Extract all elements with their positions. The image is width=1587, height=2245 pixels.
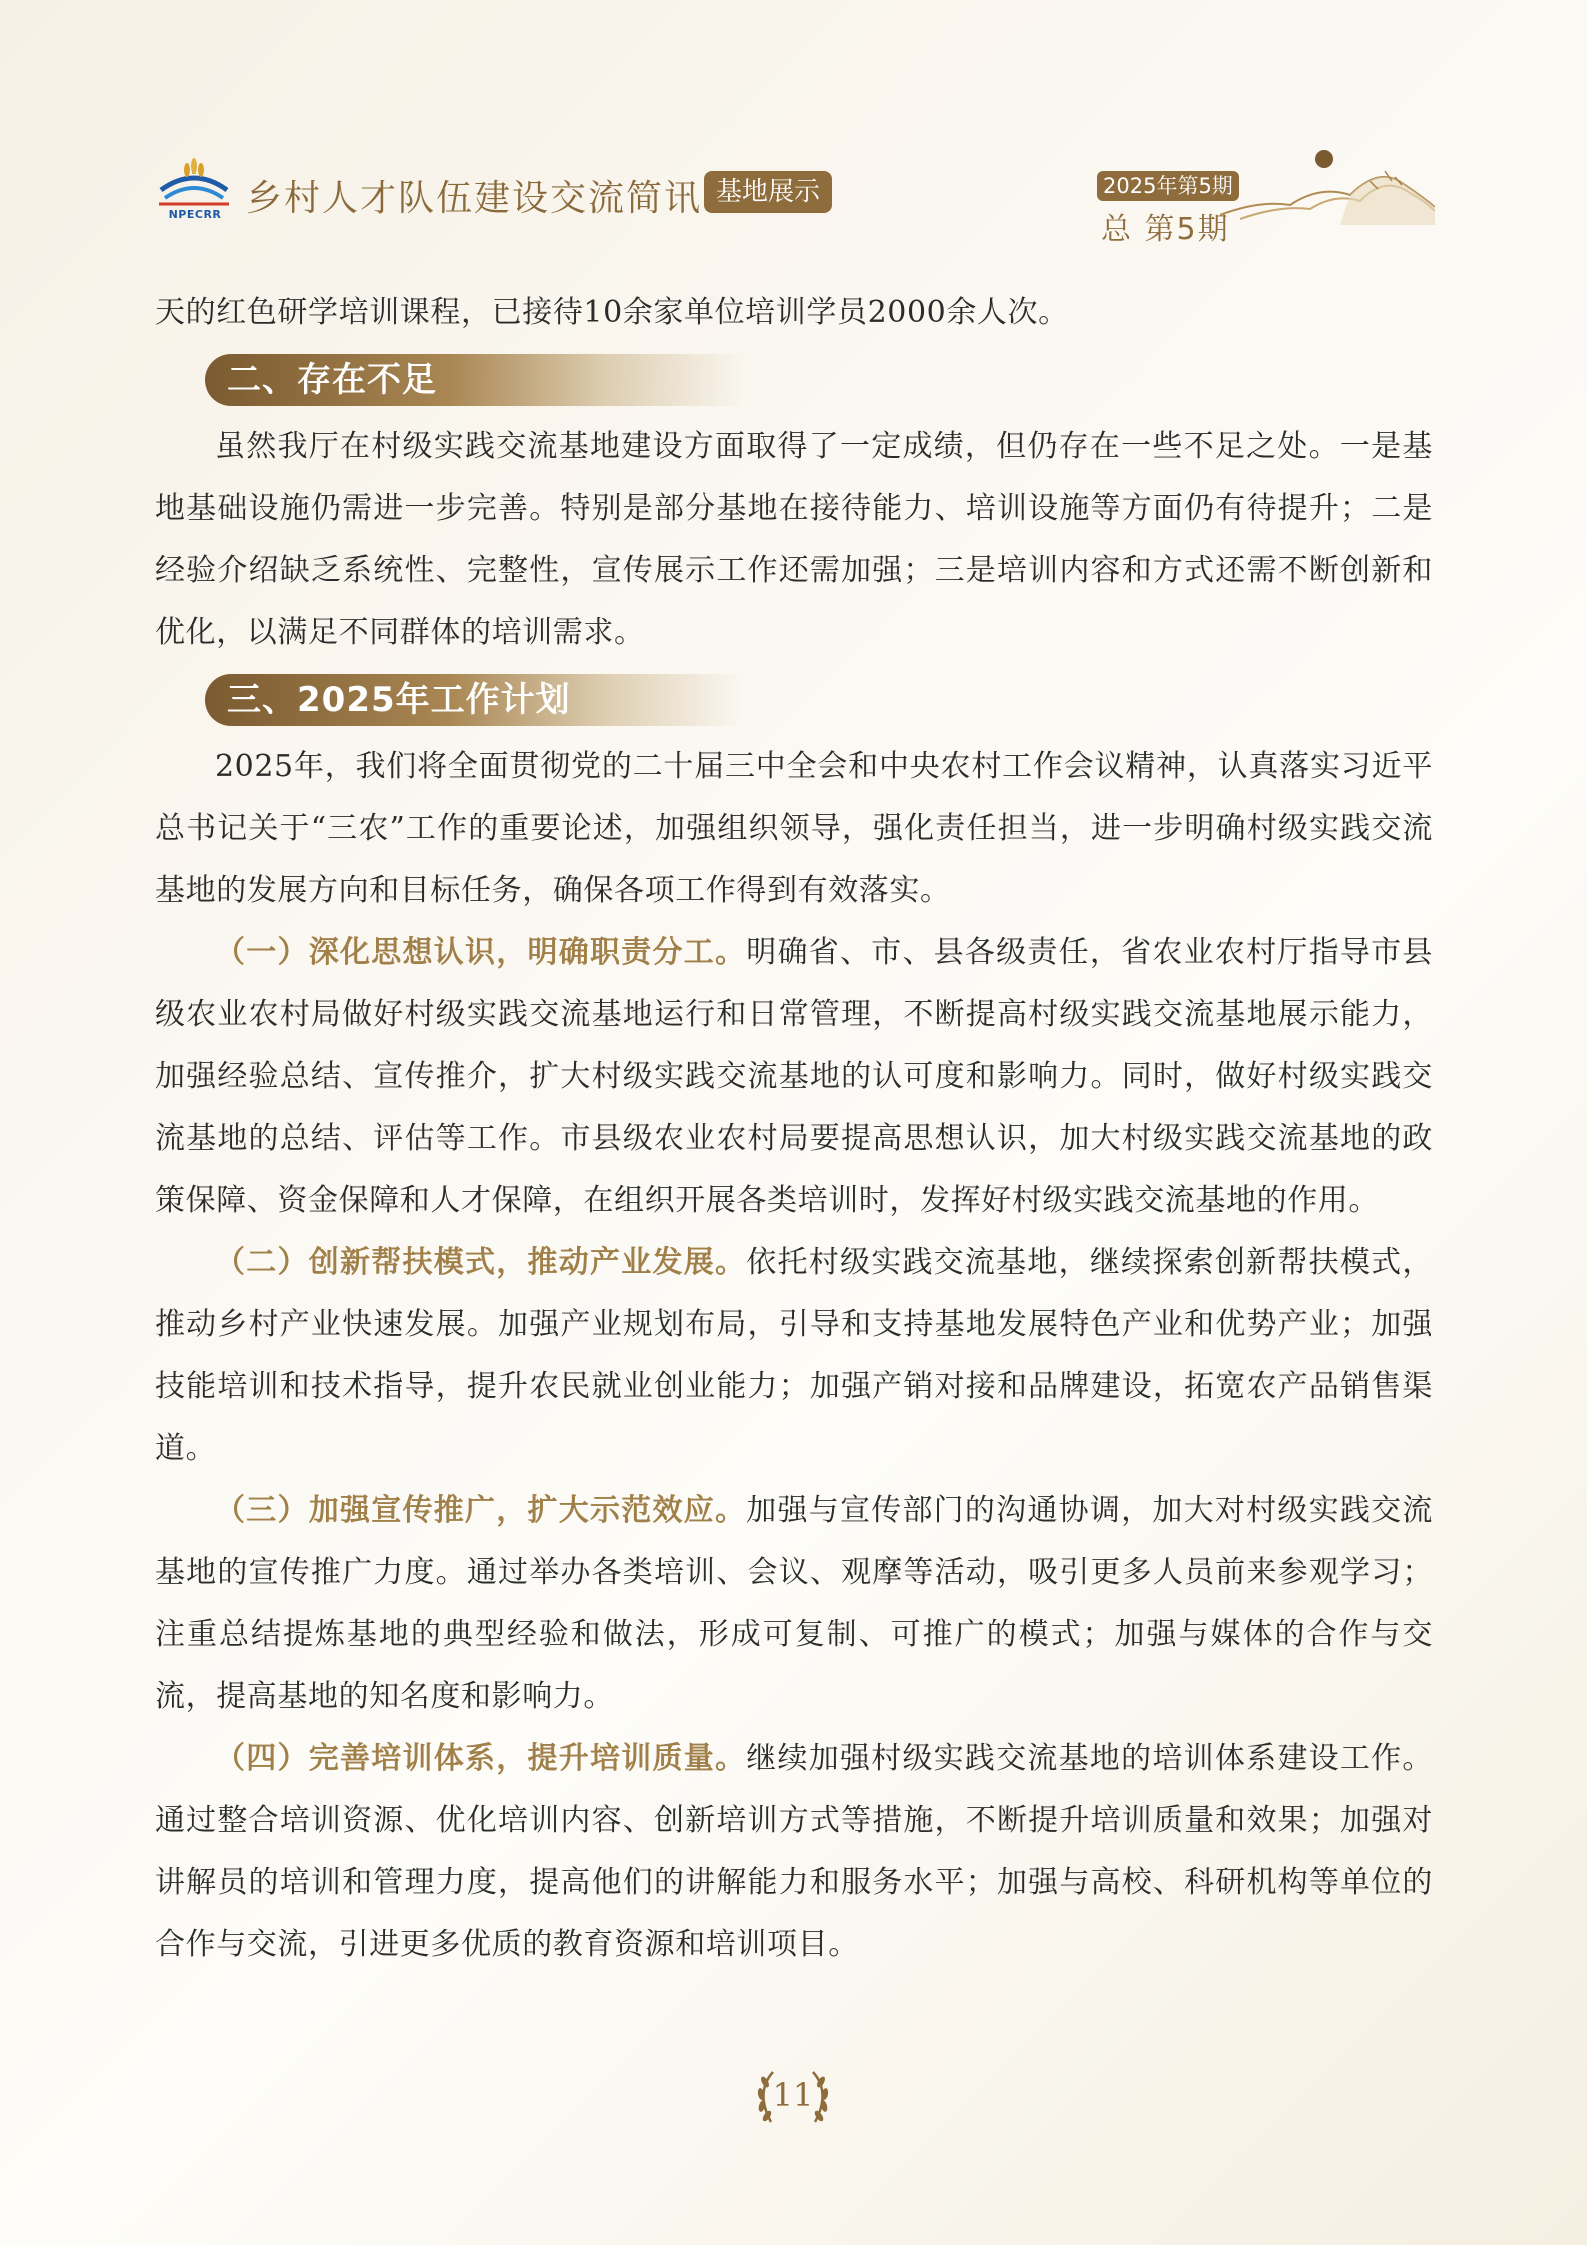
page-header (0, 0, 1587, 260)
plan-item-1 (155, 922, 1433, 1232)
plan-item-3-title: （三）加强宣传推广，扩大示范效应。 (215, 1493, 747, 1528)
plan-item-2-title: （二）创新帮扶模式，推动产业发展。 (215, 1245, 747, 1280)
section-heading-shortcomings (205, 354, 745, 406)
page-number: 11 (772, 2076, 814, 2114)
plan-item-3-text: 加强与宣传部门的沟通协调，加大对村级实践交流基地的宣传推广力度。通过举办各类培训、会议、观摩等活动，吸引更多人员前来参观学习；注重总结提炼基地的典型经验和做法，形成可复制、可推广的模式；加强与媒体的合作与交流，提高基地的知名度和影响力。 (155, 1493, 1433, 1714)
section-tag: 基地展示 (704, 171, 832, 213)
plan-item-1-text: 明确省、市、县各级责任，省农业农村厅指导市县级农业农村局做好村级实践交流基地运行和日常管理，不断提高村级实践交流基地展示能力，加强经验总结、宣传推介，扩大村级实践交流基地的认可度和影响力。同时，做好村级实践交流基地的总结、评估等工作。市县级农业农村局要提高思想认识，加大村级实践交流基地的政策保障、资金保障和人才保障，在组织开展各类培训时，发挥好村级实践交流基地的作用。 (155, 935, 1433, 1218)
plan-item-1-title: （一）深化思想认识，明确职责分工。 (215, 935, 747, 970)
plan-item-3 (155, 1480, 1433, 1728)
issue-number: 2025年第5期 (1097, 171, 1239, 201)
section-heading-2025-plan (205, 674, 745, 726)
intro-paragraph: 天的红色研学培训课程，已接待10余家单位培训学员2000余人次。 (155, 295, 1069, 330)
plan-intro-paragraph: 2025年，我们将全面贯彻党的二十届三中全会和中央农村工作会议精神，认真落实习近平总书记关于“三农”工作的重要论述，加强组织领导，强化责任担当，进一步明确村级实践交流基地的发展方向和目标任务，确保各项工作得到有效落实。 (155, 749, 1433, 908)
plan-item-2 (155, 1232, 1433, 1480)
plan-item-4-title: （四）完善培训体系，提升培训质量。 (215, 1741, 747, 1776)
section-heading-text: 二、存在不足 (227, 360, 437, 400)
shortcomings-paragraph: 虽然我厅在村级实践交流基地建设方面取得了一定成绩，但仍存在一些不足之处。一是基地基础设施仍需进一步完善。特别是部分基地在接待能力、培训设施等方面仍有待提升；二是经验介绍缺乏系统性、完整性，宣传展示工作还需加强；三是培训内容和方式还需不断创新和优化，以满足不同群体的培训需求。 (155, 429, 1433, 650)
newsletter-title: 乡村人才队伍建设交流简讯 (246, 178, 703, 219)
logo-text: NPECRR (168, 208, 222, 221)
plan-item-4-text: 继续加强村级实践交流基地的培训体系建设工作。通过整合培训资源、优化培训内容、创新培训方式等措施，不断提升培训质量和效果；加强对讲解员的培训和管理力度，提高他们的讲解能力和服务水平；加强与高校、科研机构等单位的合作与交流，引进更多优质的教育资源和培训项目。 (155, 1741, 1433, 1962)
page-number-badge (743, 2060, 843, 2132)
mountain-sun-icon (1220, 145, 1435, 225)
article-body (155, 282, 1433, 1976)
section-heading-text: 三、2025年工作计划 (227, 680, 571, 720)
plan-item-4 (155, 1728, 1433, 1976)
plan-item-2-text: 依托村级实践交流基地，继续探索创新帮扶模式，推动乡村产业快速发展。加强产业规划布局，引导和支持基地发展特色产业和优势产业；加强技能培训和技术指导，提升农民就业创业能力；加强产销对接和品牌建设，拓宽农产品销售渠道。 (155, 1245, 1433, 1466)
issue-total: 总 第5期 (1101, 212, 1230, 247)
